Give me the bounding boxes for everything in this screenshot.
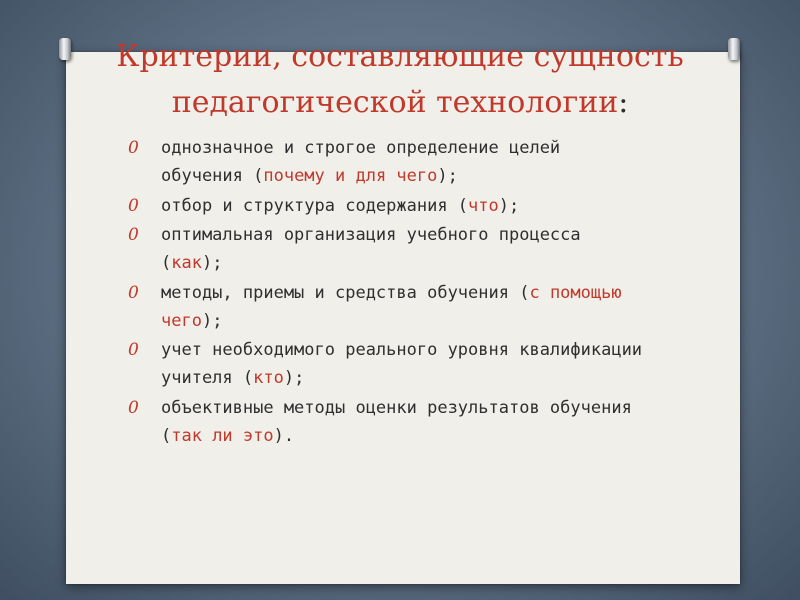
item-text: отбор и структура содержания ( [161,195,469,216]
item-text: методы, приемы и средства обучения ( [161,282,530,303]
bullet-icon: 0 [128,195,139,216]
bullet-icon: 0 [128,397,139,418]
item-suffix: ); [201,310,223,331]
slide-title [70,34,730,126]
bullet-icon: 0 [128,282,139,303]
item-accent: кто [253,368,284,388]
list-item [128,192,648,220]
item-text: объективные методы оценки результатов обучения ( [161,397,632,446]
bullet-icon: 0 [128,340,139,360]
item-accent: как [171,253,202,273]
item-suffix: ); [283,368,305,388]
item-text: учет необходимого реального уровня квалификации учителя ( [161,340,643,388]
criteria-list [128,134,648,451]
list-item [128,134,648,190]
bullet-icon: 0 [128,138,139,158]
item-suffix: ); [437,166,458,186]
item-suffix: ). [273,425,295,446]
list-item [128,221,648,277]
list-item [128,336,648,392]
item-text: однозначное и строгое определение целей обучения ( [161,138,561,186]
item-suffix: ); [498,195,520,216]
title-colon: : [618,85,629,120]
item-accent: почему и для чего [263,166,438,186]
item-suffix: ); [201,253,223,273]
item-accent: с помощью чего [161,282,622,331]
list-item [128,394,648,450]
bullet-icon: 0 [128,225,139,245]
item-accent: что [468,195,499,216]
title-line-2: педагогической технологии [171,85,619,120]
title-line-1: Критерии, составляющие сущность [116,39,684,74]
item-accent: так ли это [171,425,274,446]
list-item [128,279,648,335]
item-text: оптимальная организация учебного процесса ( [161,225,581,273]
